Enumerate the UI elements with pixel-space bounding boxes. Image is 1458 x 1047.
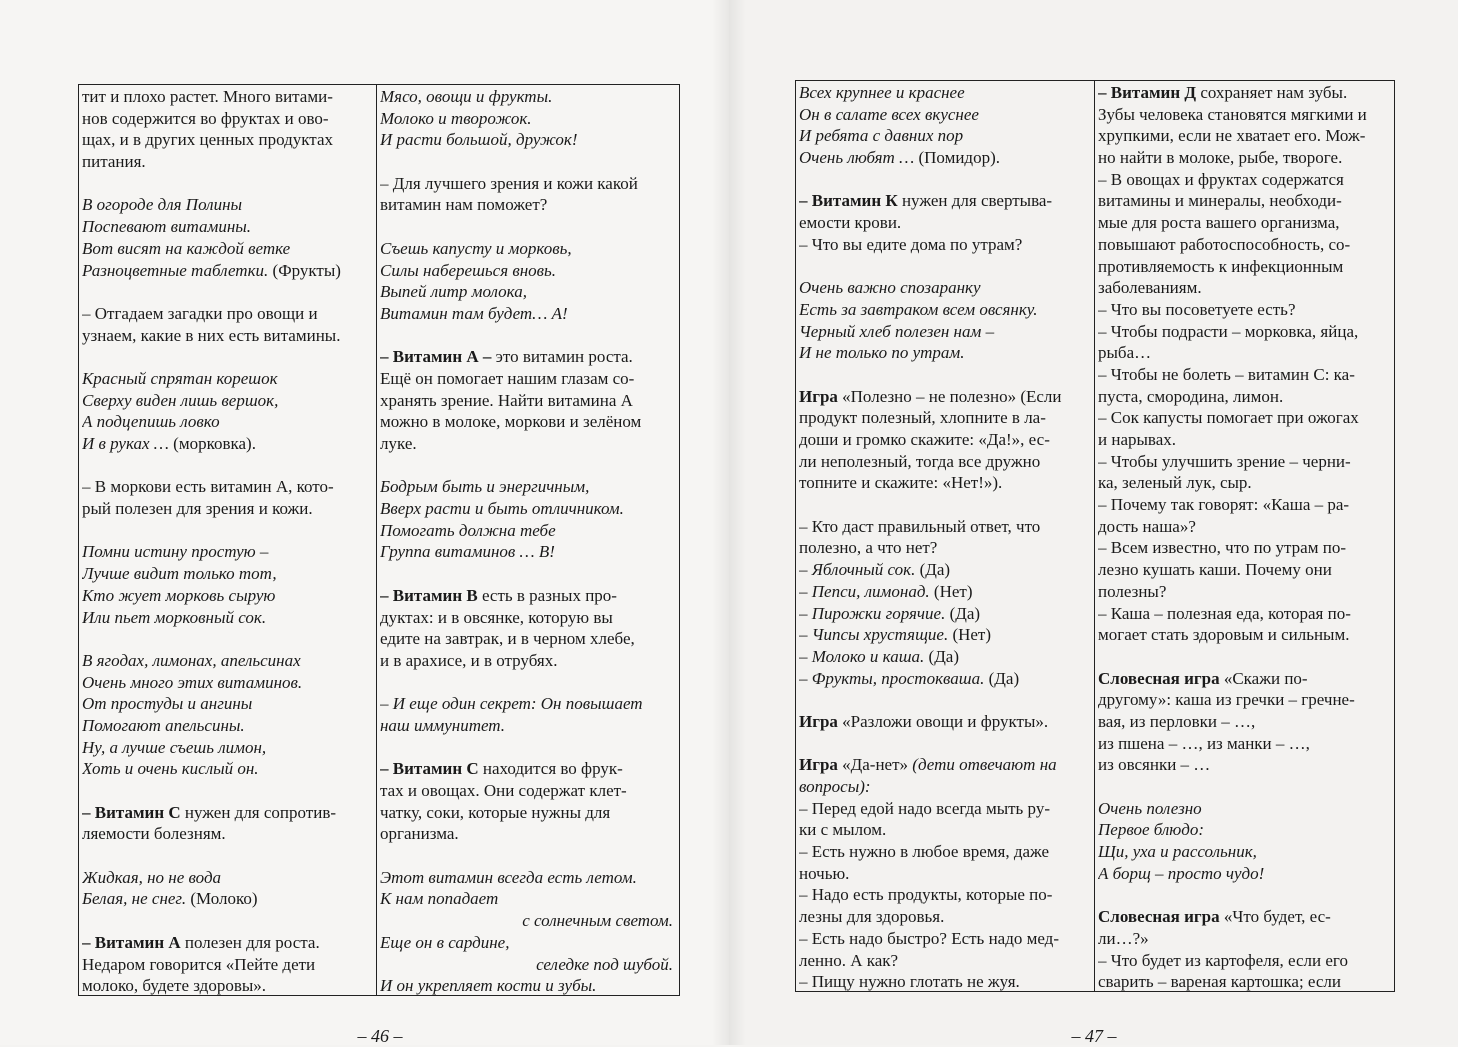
right-page-number: – 47 – <box>1071 1026 1117 1046</box>
right-page-text-table <box>795 80 1395 992</box>
text-line: И расти большой, дружок! <box>380 130 578 150</box>
text-line: рыба… <box>1098 343 1152 363</box>
text-line: – В моркови есть витамин А, кото- <box>82 477 334 497</box>
text-span: «Скажи по- <box>1219 668 1308 688</box>
text-line: дуктах: и в овсянке, которую вы <box>380 607 613 627</box>
text-line <box>1098 884 1390 906</box>
text-line: хрупкими, если не хватает его. Мож- <box>1098 126 1366 146</box>
text-line: Еще он в сардине, <box>380 932 510 952</box>
text-line: Очень много этих витаминов. <box>82 672 303 692</box>
text-line: Ещё он помогает нашим глазам со- <box>380 368 635 388</box>
bold-term: – Витамин А <box>82 932 181 952</box>
italic-span: – Фрукты, простокваша. <box>799 668 985 688</box>
text-line: От простуды и ангины <box>82 694 253 714</box>
text-line: Поспевают витамины. <box>82 217 252 237</box>
text-line <box>799 559 1091 581</box>
text-line: – Почему так говорят: «Каша – ра- <box>1098 495 1350 515</box>
text-line: – Перед едой надо всегда мыть ру- <box>799 798 1050 818</box>
text-line <box>799 256 1091 278</box>
text-line: тах и овощах. Они содержат клет- <box>380 781 627 800</box>
text-line <box>380 563 675 585</box>
text-line: – Чтобы не болеть – витамин С: ка- <box>1098 364 1355 384</box>
text-line: емости крови. <box>799 213 902 233</box>
text-span: (Да) <box>915 560 951 580</box>
text-line: ли…?» <box>1098 928 1149 948</box>
text-line <box>799 603 1091 625</box>
text-line: едите на завтрак, и в черном хлебе, <box>380 629 635 649</box>
text-line: ка, зеленый лук, сыр. <box>1098 473 1252 493</box>
text-line: Помни истину простую – <box>82 542 269 562</box>
text-line <box>799 147 1091 169</box>
text-span: полезен для роста. <box>180 932 320 952</box>
text-span: это витамин роста. <box>491 347 633 367</box>
text-line <box>380 845 675 867</box>
text-line <box>799 364 1091 386</box>
text-line: Выпей литр молока, <box>380 282 527 302</box>
text-span: (Нет) <box>948 625 992 645</box>
left-page-number: – 46 – <box>357 1026 403 1046</box>
bold-term: – Витамин В <box>380 585 478 605</box>
text-line: Есть за завтраком всем овсянку. <box>799 299 1038 319</box>
text-line: – Есть нужно в любое время, даже <box>799 842 1050 862</box>
text-line <box>799 754 1091 776</box>
text-line: из пшена – …, из манки – …, <box>1098 733 1310 753</box>
left-page <box>0 0 729 1045</box>
text-line: Щи, уха и рассольник, <box>1098 842 1257 862</box>
text-line: Красный спрятан корешок <box>82 368 278 388</box>
text-line: и нарывах. <box>1098 430 1177 449</box>
text-line: питания. <box>82 152 146 172</box>
text-line: продукт полезный, хлопните в ла- <box>799 408 1046 428</box>
text-line: вая, из перловки – …, <box>1098 711 1256 731</box>
text-line <box>380 585 675 607</box>
text-line: ночью. <box>799 863 850 883</box>
text-line: Съешь капусту и морковь, <box>380 238 572 258</box>
text-line <box>1098 646 1390 668</box>
text-span: нужен для сопротив- <box>180 802 337 822</box>
text-line: – Что вы едите дома по утрам? <box>799 234 1023 254</box>
text-line: но найти в молоке, рыбе, твороге. <box>1098 148 1343 168</box>
italic-span: – Пирожки горячие. <box>799 603 946 623</box>
text-line: с солнечным светом. <box>522 911 673 931</box>
text-span: Белая, не снег. <box>82 889 191 909</box>
text-line <box>82 346 373 368</box>
text-line: дость наша»? <box>1098 516 1196 536</box>
text-line: могает стать здоровым и сильным. <box>1098 625 1350 645</box>
text-line: ли неполезный, тогда все дружно <box>799 451 1041 471</box>
italic-span: (дети отвечают на <box>912 755 1057 775</box>
text-line: – Для лучшего зрения и кожи какой <box>380 173 638 193</box>
text-span: (Да) <box>924 646 960 666</box>
text-line <box>799 386 1091 408</box>
text-line: Хоть и очень кислый он. <box>82 759 259 779</box>
text-line <box>82 628 373 650</box>
text-line <box>799 711 1091 733</box>
text-line <box>799 733 1091 755</box>
text-line: полезны? <box>1098 581 1167 601</box>
text-line: Сверху виден лишь вершок, <box>82 390 279 410</box>
bold-term: – Витамин Д <box>1098 83 1197 102</box>
text-line: – Отгадаем загадки про овощи и <box>82 303 318 323</box>
text-line: можно в молоке, моркови и зелёном <box>380 412 642 432</box>
text-line: противляемость к инфекционным <box>1098 256 1344 276</box>
text-line: – Кто даст правильный ответ, что <box>799 516 1041 536</box>
text-line <box>82 888 373 910</box>
text-line <box>380 672 675 694</box>
bold-term: – Витамин С <box>380 759 479 779</box>
text-line <box>380 325 675 347</box>
text-line: полезно, а что нет? <box>799 538 938 558</box>
text-span: «Разложи овощи и фрукты». <box>837 711 1049 731</box>
text-line: повышают работоспособность, со- <box>1098 234 1351 254</box>
text-line <box>799 646 1091 668</box>
text-line <box>82 845 373 867</box>
right-page-column-2 <box>1094 81 1393 991</box>
text-line: нов содержится во фруктах и ово- <box>82 108 329 128</box>
text-line: – Чтобы улучшить зрение – черни- <box>1098 451 1351 471</box>
bold-term: – Витамин К <box>799 191 898 211</box>
text-line: Лучше видит только тот, <box>82 564 277 584</box>
text-line: К нам попадает <box>380 889 499 909</box>
text-line <box>380 216 675 238</box>
text-line: Молоко и творожок. <box>380 108 532 128</box>
text-line <box>82 433 373 455</box>
text-span: Очень любят … <box>799 148 919 168</box>
text-line <box>82 173 373 195</box>
text-span: «Да-нет» <box>837 755 913 775</box>
text-line: Вверх расти и быть отличником. <box>380 499 624 519</box>
text-line: витамины и минералы, необходи- <box>1098 191 1342 211</box>
text-line: В огороде для Полины <box>82 195 243 215</box>
text-line: – Есть надо быстро? Есть надо мед- <box>799 928 1059 948</box>
text-line: Мясо, овощи и фрукты. <box>380 87 553 106</box>
italic-span: – Яблочный сок. <box>799 560 916 580</box>
text-line: Силы наберешься вновь. <box>380 260 557 280</box>
text-line: Или пьет морковный сок. <box>82 607 267 627</box>
text-line: доши и громко скажите: «Да!», ес- <box>799 430 1050 449</box>
text-line: И не только по утрам. <box>799 343 965 363</box>
text-span: есть в разных про- <box>477 585 617 605</box>
text-line <box>82 802 373 824</box>
text-line: Бодрым быть и энергичным, <box>380 477 590 497</box>
text-line <box>380 455 675 477</box>
text-line: заболеваниям. <box>1098 278 1202 298</box>
text-line <box>1098 82 1390 104</box>
text-line: – В овощах и фруктах содержатся <box>1098 169 1344 189</box>
text-span: (Нет) <box>929 581 973 601</box>
text-line: вопросы): <box>799 777 871 796</box>
text-line <box>380 346 675 368</box>
text-line: Черный хлеб полезен нам – <box>799 321 995 341</box>
text-line <box>799 581 1091 603</box>
text-line: из овсянки – … <box>1098 755 1211 775</box>
text-line: А подцепишь ловко <box>82 412 220 432</box>
text-line: И ребята с давних пор <box>799 126 964 146</box>
text-line: Жидкая, но не вода <box>82 867 222 887</box>
text-line: ляемости болезням. <box>82 824 226 844</box>
text-line: щах, и в других ценных продуктах <box>82 130 333 150</box>
text-line: мые для роста вашего организма, <box>1098 213 1340 233</box>
text-line <box>799 668 1091 690</box>
bold-term: Игра <box>799 755 838 775</box>
text-span: (Молоко) <box>190 889 258 909</box>
text-span: (морковка). <box>173 434 256 453</box>
book-gutter-shadow <box>712 0 746 1045</box>
text-line <box>799 190 1091 212</box>
text-line <box>799 624 1091 646</box>
text-line: селедке под шубой. <box>536 954 673 974</box>
text-span: нужен для свертыва- <box>897 191 1053 211</box>
text-line <box>82 932 373 954</box>
italic-span: – Пепси, лимонад. <box>799 581 930 601</box>
text-line: ленно. А как? <box>799 950 899 970</box>
text-line: ки с мылом. <box>799 820 887 840</box>
text-line: А борщ – просто чудо! <box>1098 863 1265 883</box>
text-line: лезно кушать каши. Почему они <box>1098 560 1332 580</box>
text-span: находится во фрук- <box>478 759 623 779</box>
text-span: «Полезно – не полезно» (Если <box>837 386 1062 406</box>
text-line: – Всем известно, что по утрам по- <box>1098 538 1346 558</box>
bold-term: Словесная игра <box>1098 668 1220 688</box>
text-span: Разноцветные таблетки. <box>82 260 273 280</box>
text-line <box>1098 668 1390 690</box>
text-line: сварить – вареная картошка; если <box>1098 972 1342 991</box>
italic-span: – Молоко и каша. <box>799 646 925 666</box>
text-line: организма. <box>380 824 459 844</box>
text-line <box>82 910 373 932</box>
text-line: И он укрепляет кости и зубы. <box>380 976 597 995</box>
text-line <box>799 169 1091 191</box>
text-line: молоко, будете здоровы». <box>82 976 267 995</box>
text-line: – Чтобы подрасти – морковка, яйца, <box>1098 321 1359 341</box>
text-span: сохраняет нам зубы. <box>1196 83 1348 102</box>
text-line: Ну, а лучше съешь лимон, <box>82 737 267 757</box>
text-line: Группа витаминов … В! <box>380 542 555 562</box>
text-line: хранять зрение. Найти витамина А <box>380 390 633 410</box>
text-span: «Что будет, ес- <box>1219 907 1331 927</box>
right-page <box>729 0 1458 1045</box>
text-span: (Да) <box>945 603 981 623</box>
left-page-text-table <box>78 84 680 996</box>
bold-term: Игра <box>799 711 838 731</box>
text-line: наш иммунитет. <box>380 715 506 735</box>
text-line: – И еще один секрет: Он повышает <box>380 694 643 714</box>
text-line: – Сок капусты помогает при ожогах <box>1098 408 1359 428</box>
right-page-column-1 <box>796 81 1094 991</box>
text-span: И в руках … <box>82 434 174 453</box>
text-line: рый полезен для зрения и кожи. <box>82 499 313 519</box>
text-line <box>799 689 1091 711</box>
text-line: Помогать должна тебе <box>380 520 556 540</box>
bold-term: Словесная игра <box>1098 907 1220 927</box>
text-line <box>82 281 373 303</box>
text-line <box>82 455 373 477</box>
italic-span: – Чипсы хрустящие. <box>799 625 949 645</box>
text-line: Витамин там будет… А! <box>380 303 568 323</box>
text-line: витамин нам поможет? <box>380 195 548 215</box>
text-line: – Что будет из картофеля, если его <box>1098 950 1348 970</box>
text-line: Очень важно спозаранку <box>799 278 981 298</box>
text-line: другому»: каша из гречки – гречне- <box>1098 690 1355 710</box>
text-line <box>380 758 675 780</box>
text-span: (Фрукты) <box>272 260 341 280</box>
text-line: чатку, соки, которые нужны для <box>380 802 611 822</box>
text-line <box>82 260 373 282</box>
bold-term: – Витамин А – <box>380 347 492 367</box>
text-line: лезны для здоровья. <box>799 907 945 927</box>
text-line: и в арахисе, и в отрубях. <box>380 650 558 670</box>
text-line: Недаром говорится «Пейте дети <box>82 954 316 974</box>
text-line <box>799 494 1091 516</box>
text-line: – Пищу нужно глотать не жуя. <box>799 972 1020 991</box>
text-line: Вот висят на каждой ветке <box>82 238 291 258</box>
text-line <box>82 780 373 802</box>
text-line: узнаем, какие в них есть витамины. <box>82 325 341 345</box>
bold-term: Игра <box>799 386 838 406</box>
text-line: Очень полезно <box>1098 798 1202 818</box>
text-line: тит и плохо растет. Много витами- <box>82 87 333 106</box>
text-line: луке. <box>380 434 417 453</box>
text-line <box>380 151 675 173</box>
text-line <box>82 520 373 542</box>
text-line <box>380 737 675 759</box>
text-span: (Да) <box>984 668 1020 688</box>
text-line: В ягодах, лимонах, апельсинах <box>82 650 301 670</box>
text-line: Первое блюдо: <box>1098 820 1205 840</box>
text-line: – Каша – полезная еда, которая по- <box>1098 603 1351 623</box>
text-line: Кто жует морковь сырую <box>82 585 276 605</box>
bold-term: – Витамин С <box>82 802 181 822</box>
text-line: Он в салате всех вкуснее <box>799 104 979 124</box>
text-line: – Что вы посоветуете есть? <box>1098 299 1296 319</box>
left-page-column-1 <box>79 85 376 995</box>
text-line: Всех крупнее и краснее <box>799 83 965 102</box>
text-line <box>1098 776 1390 798</box>
text-line: – Надо есть продукты, которые по- <box>799 885 1053 905</box>
text-line: Помогают апельсины. <box>82 715 245 735</box>
text-line: Этот витамин всегда есть летом. <box>380 867 637 887</box>
text-line: Зубы человека становятся мягкими и <box>1098 104 1367 124</box>
left-page-column-2 <box>376 85 678 995</box>
text-span: (Помидор). <box>918 148 1000 168</box>
text-line <box>1098 906 1390 928</box>
text-line: топните и скажите: «Нет!»). <box>799 473 1003 493</box>
text-line: пуста, смородина, лимон. <box>1098 386 1284 406</box>
